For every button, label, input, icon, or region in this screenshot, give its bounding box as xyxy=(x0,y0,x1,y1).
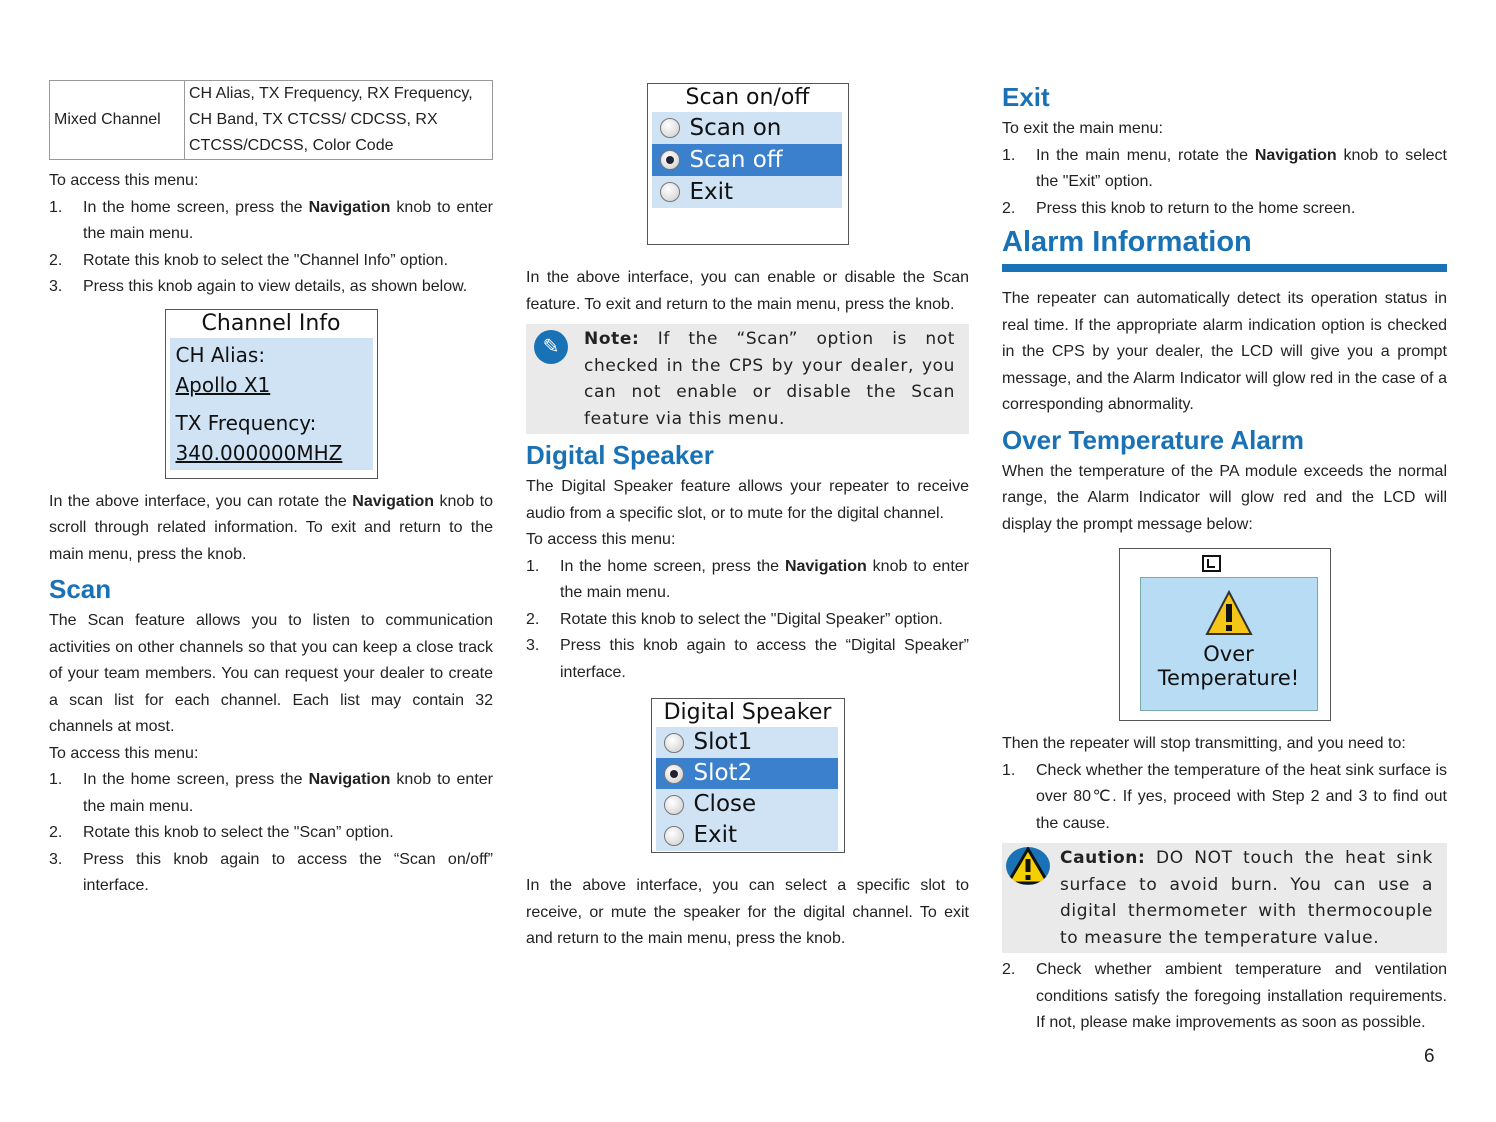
screen-title: Channel Info xyxy=(201,310,341,336)
screen-line: 340.000000MHZ xyxy=(175,440,343,465)
section-heading-over-temperature: Over Temperature Alarm xyxy=(1002,424,1305,455)
channel-info-screen xyxy=(165,309,378,479)
option-exit: Exit xyxy=(652,176,842,208)
paragraph: The Scan feature allows you to listen to communication activities on other channels so that you can keep a close track of your team members. You can request your dealer to create a scan list for each channel. Each list may contain 32 channels at most. xyxy=(49,612,493,735)
section-heading-scan: Scan xyxy=(49,574,112,604)
list-item: 3. Press this knob again to view details, as shown below. xyxy=(49,278,468,295)
option-slot1: Slot1 xyxy=(656,727,838,758)
section-heading-exit: Exit xyxy=(1002,82,1050,112)
list-item: 1. Check whether the temperature of the heat sink surface is over 80℃. If yes, proceed with Step 2 and 3 to find out the cause. xyxy=(1002,761,1447,832)
paragraph: The Digital Speaker feature allows your repeater to receive audio from a specific slot, or to mute for the digital channel. xyxy=(526,478,969,522)
list-item: 1. In the home screen, press the Navigation knob to enter the main menu. xyxy=(49,198,493,242)
list-item: 3. Press this knob again to access the “Digital Speaker” interface. xyxy=(526,637,969,681)
note-box xyxy=(526,324,969,434)
access-text: To access this menu: xyxy=(49,172,199,189)
list-item: 3. Press this knob again to access the “Scan on/off” interface. xyxy=(49,850,493,894)
section-heading-digital-speaker: Digital Speaker xyxy=(526,440,714,470)
steps-list xyxy=(1002,143,1447,223)
heading-divider xyxy=(1002,264,1447,272)
option-scan-on: Scan on xyxy=(652,112,842,144)
note-text: If the “Scan” option is not checked in the CPS by your dealer, you can not enable or disable the Scan feature via this menu. xyxy=(584,329,955,429)
screen-message: Over Temperature! xyxy=(1157,642,1300,690)
steps-list xyxy=(49,195,493,301)
radio-icon xyxy=(664,733,684,753)
caution-text: DO NOT touch the heat sink surface to avoid burn. You can use a digital thermometer with thermocouple to measure the temperature value. xyxy=(1060,848,1433,948)
steps-list xyxy=(526,554,969,687)
screen-body xyxy=(1140,577,1318,711)
steps-list xyxy=(1002,758,1447,838)
list-item: 2. Check whether ambient temperature and ventilation conditions satisfy the foregoing installation requirements. If not, please make improvements as soon as possible. xyxy=(1002,961,1447,1031)
list-item: 2. Rotate this knob to select the "Scan” option. xyxy=(49,824,394,841)
screen-line: TX Frequency: xyxy=(175,410,317,435)
option-close: Close xyxy=(656,789,838,820)
warning-icon xyxy=(1205,590,1253,636)
section-heading-alarm-information: Alarm Information xyxy=(1002,226,1252,258)
access-text: To access this menu: xyxy=(526,531,676,548)
page-number: 6 xyxy=(1424,1046,1435,1067)
list-item: 1. In the home screen, press the Navigation knob to enter the main menu. xyxy=(49,771,493,815)
paragraph: To exit the main menu: xyxy=(1002,120,1163,137)
screen-body xyxy=(170,338,373,470)
radio-selected-icon xyxy=(664,764,684,784)
note-label: Note: xyxy=(584,329,640,349)
list-item: 2. Press this knob to return to the home screen. xyxy=(1002,199,1356,217)
screen-line: CH Alias: xyxy=(175,342,266,367)
list-item: 2. Rotate this knob to select the "Digital Speaker” option. xyxy=(526,610,943,628)
paragraph: In the above interface, you can rotate the Navigation knob to scroll through related information. To exit and return to the main menu, press the knob. xyxy=(49,492,493,563)
lock-status-icon xyxy=(1202,555,1222,573)
over-temperature-screen xyxy=(1119,548,1331,721)
screen-body xyxy=(656,727,838,851)
radio-selected-icon xyxy=(660,150,680,170)
radio-icon xyxy=(664,826,684,846)
paragraph: In the above interface, you can select a specific slot to receive, or mute the speaker for the digital channel. To exit and return to the main menu, press the knob. xyxy=(526,877,969,947)
paragraph: The repeater can automatically detect its operation status in real time. If the appropriate alarm indication option is checked in the CPS by your dealer, the LCD will give you a prompt message, and the Alarm Indicator will glow red in the case of a corresponding abnormality. xyxy=(1002,290,1447,413)
mixed-channel-table xyxy=(49,80,493,160)
screen-title: Scan on/off xyxy=(685,85,810,110)
list-item: 1. In the main menu, rotate the Navigation knob to select the "Exit” option. xyxy=(1002,146,1448,190)
caution-box xyxy=(1002,843,1447,953)
column-right xyxy=(1002,80,1447,1037)
paragraph: In the above interface, you can enable or disable the Scan feature. To exit and return to the main menu, press the knob. xyxy=(526,269,969,313)
radio-icon xyxy=(664,795,684,815)
list-item: 1. In the home screen, press the Navigation knob to enter the main menu. xyxy=(526,557,970,601)
screen-line: Apollo X1 xyxy=(175,372,271,397)
warning-icon xyxy=(1006,847,1050,885)
caution-label: Caution: xyxy=(1060,848,1146,868)
option-exit: Exit xyxy=(656,820,838,851)
screen-title: Digital Speaker xyxy=(663,700,832,725)
steps-list xyxy=(1002,957,1447,1037)
table-value: CH Alias, TX Frequency, RX Frequency, CH Band, TX CTCSS/ CDCSS, RX CTCSS/CDCSS, Color Code xyxy=(185,81,493,160)
column-left xyxy=(49,80,493,900)
option-scan-off: Scan off xyxy=(652,144,842,176)
digital-speaker-screen xyxy=(651,698,845,853)
paragraph: Then the repeater will stop transmitting, and you need to: xyxy=(1002,735,1406,752)
pencil-icon: ✎ xyxy=(534,330,568,364)
radio-icon xyxy=(660,182,680,202)
steps-list xyxy=(49,767,493,900)
radio-icon xyxy=(660,118,680,138)
list-item: 2. Rotate this knob to select the "Channel Info” option. xyxy=(49,251,449,269)
access-text: To access this menu: xyxy=(49,744,199,762)
option-slot2: Slot2 xyxy=(656,758,838,789)
scan-onoff-screen xyxy=(647,83,849,245)
column-middle xyxy=(526,80,969,953)
table-label: Mixed Channel xyxy=(50,81,185,160)
paragraph: When the temperature of the PA module exceeds the normal range, the Alarm Indicator will glow red and the LCD will display the prompt message below: xyxy=(1002,462,1447,533)
screen-body xyxy=(652,112,842,208)
